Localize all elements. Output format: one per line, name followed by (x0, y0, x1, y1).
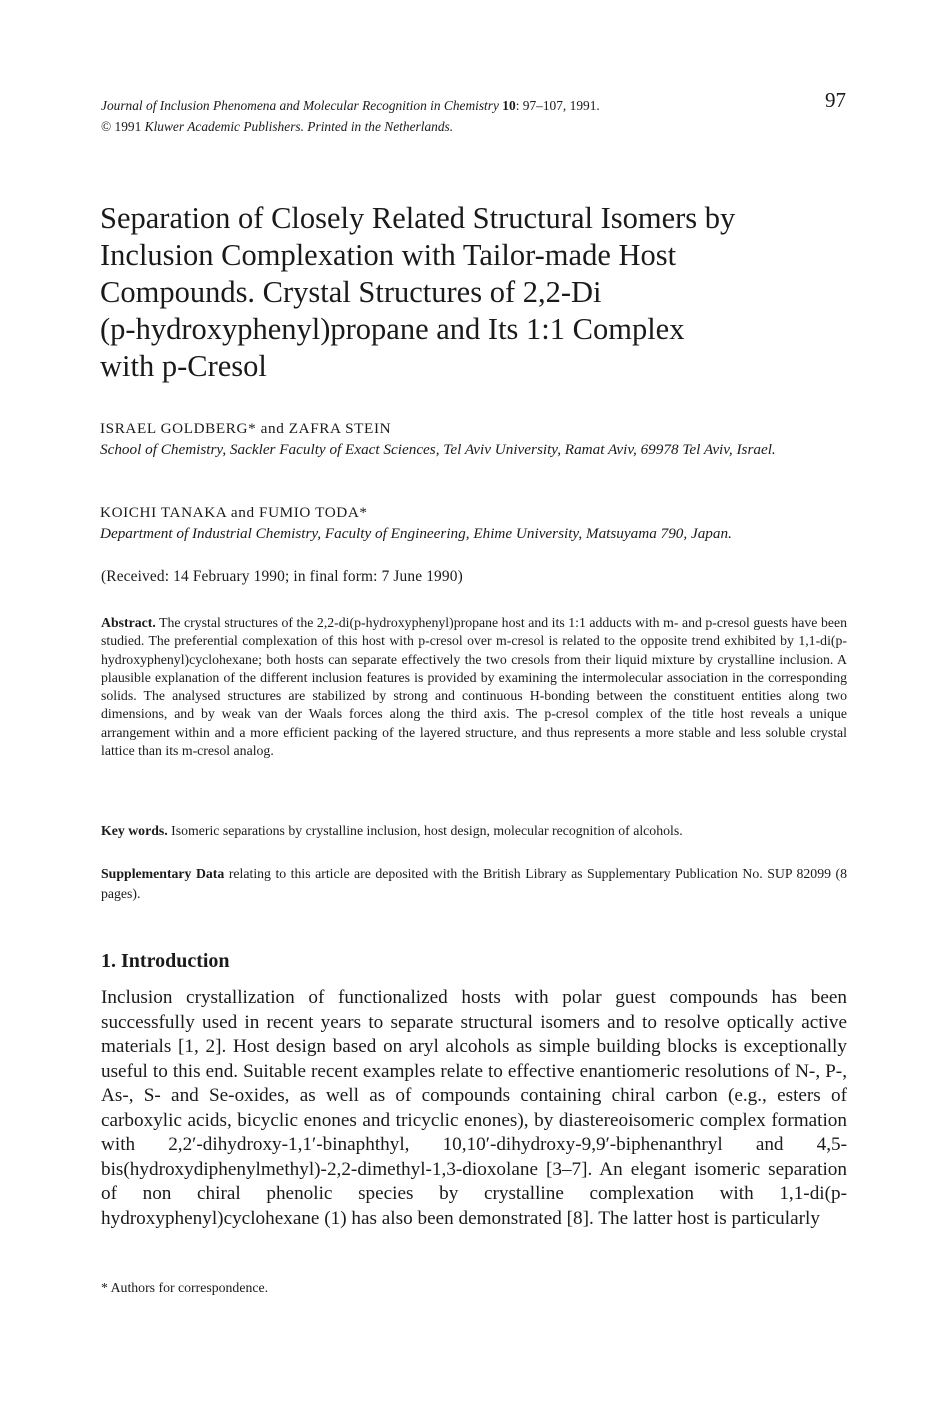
abstract-label: Abstract. (101, 615, 156, 630)
author-block-2 (100, 502, 860, 544)
keywords-text: Isomeric separations by crystalline inclusion, host design, molecular recognition of alcohols. (171, 823, 683, 838)
journal-volume: 10 (502, 98, 516, 113)
copyright-line (101, 116, 741, 137)
page-number: 97 (825, 88, 846, 112)
paper-title (100, 200, 860, 385)
author-names: KOICHI TANAKA and FUMIO TODA* (100, 504, 368, 521)
keywords-label: Key words. (101, 823, 168, 838)
journal-citation-line (101, 95, 741, 116)
section-heading: 1. Introduction (101, 950, 230, 972)
supplementary-label: Supplementary Data (101, 866, 225, 881)
introduction-paragraph: Inclusion crystallization of functionalized hosts with polar guest compounds has been successfully used in recent years to separate structural isomers and to resolve optically active materials [1, 2]. Host design based on aryl alcohols as simple building blocks is exceptionally useful to this end. Suitable recent examples relate to effective enantiomeric resolutions of N-, P-, As-, S- and Se-oxides, as well as of compounds containing chiral carbon (e.g., esters of carboxylic acids, bicyclic enones and tricyclic enones), by diastereoisomeric complex formation with 2,2′-dihydroxy-1,1′-binaphthyl, 10,10′-dihydroxy-9,9′-biphenanthryl and 4,5-bis(hydroxydiphenylmethyl)-2,2-dimethyl-1,3-dioxolane [3–7]. An elegant isomeric separation of non chiral phenolic species by crystalline complexation with 1,1-di(p-hydroxyphenyl)cyclohexane (1) has also been demonstrated [8]. The latter host is particularly (101, 987, 847, 1229)
publisher-line: Kluwer Academic Publishers. Printed in the Netherlands. (144, 119, 454, 134)
title-line: Inclusion Complexation with Tailor-made Host (100, 238, 677, 272)
journal-pages: : 97–107, 1991. (515, 98, 600, 113)
author-affiliation: School of Chemistry, Sackler Faculty of Exact Sciences, Tel Aviv University, Ramat Aviv, 69978 Tel Aviv, Israel. (100, 441, 776, 458)
supplementary-data (101, 864, 847, 904)
journal-header (101, 95, 741, 137)
author-block-1 (100, 418, 860, 460)
title-line: Compounds. Crystal Structures of 2,2-Di (100, 275, 602, 309)
keywords (101, 822, 847, 840)
journal-name: Journal of Inclusion Phenomena and Molecular Recognition in Chemistry (101, 98, 499, 113)
author-names: ISRAEL GOLDBERG* and ZAFRA STEIN (100, 420, 392, 437)
author-affiliation: Department of Industrial Chemistry, Faculty of Engineering, Ehime University, Matsuyama 790, Japan. (100, 525, 732, 542)
copyright-year: © 1991 (101, 119, 145, 134)
received-dates: (Received: 14 February 1990; in final form: 7 June 1990) (101, 568, 463, 585)
supplementary-text: relating to this article are deposited with the British Library as Supplementary Publication No. SUP 82099 (8 pages). (101, 866, 847, 901)
abstract (101, 614, 847, 760)
title-line: (p-hydroxyphenyl)propane and Its 1:1 Complex (100, 312, 685, 346)
title-line: Separation of Closely Related Structural Isomers by (100, 201, 736, 235)
title-line: with p-Cresol (100, 349, 267, 383)
footnote: * Authors for correspondence. (101, 1280, 269, 1295)
abstract-text: The crystal structures of the 2,2-di(p-hydroxyphenyl)propane host and its 1:1 adducts with m- and p-cresol guests have been studied. The preferential complexation of this host with p-cresol over m-cresol is related to the opposite trend exhibited by 1,1-di(p-hydroxyphenyl)cyclohexane; both hosts can separate effectively the two cresols from their liquid mixture by crystalline inclusion. A plausible explanation of the different inclusion features is provided by examining the intermolecular association in the corresponding solids. The analysed structures are stabilized by strong and continuous H-bonding between the constituent entities along two dimensions, and by weak van der Waals forces along the third axis. The p-cresol complex of the title host reveals a unique arrangement within and a more efficient packing of the layered structure, and thus represents a more stable and less soluble crystal lattice than its m-cresol analog. (101, 615, 847, 759)
